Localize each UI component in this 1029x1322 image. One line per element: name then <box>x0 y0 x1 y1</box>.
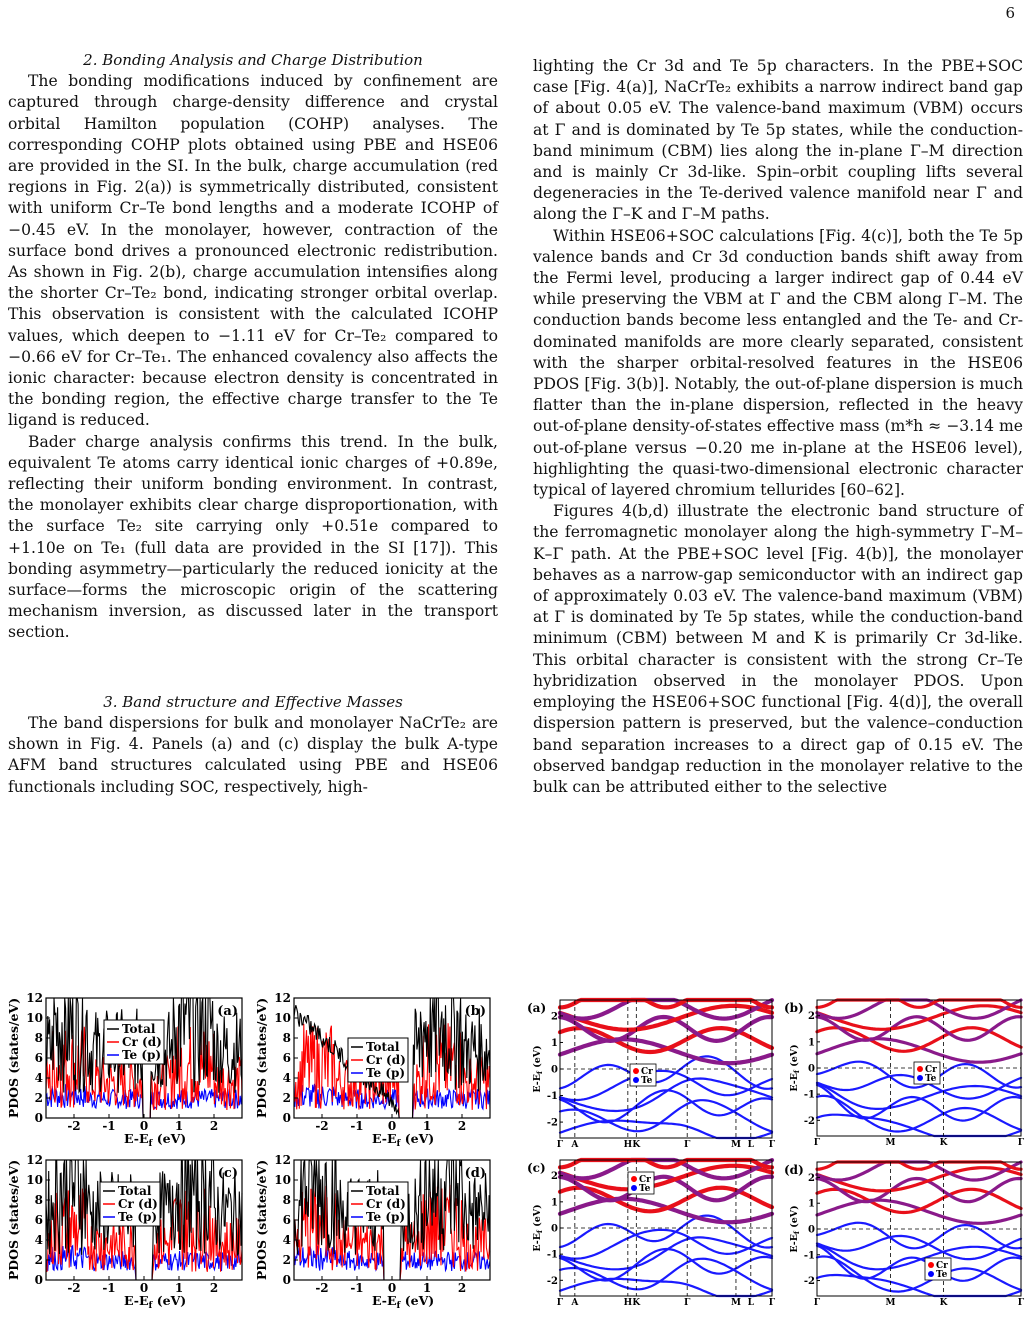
y-tick-label: 4 <box>34 1071 43 1085</box>
x-tick-label: -2 <box>67 1281 81 1295</box>
y-tick-label: 4 <box>34 1233 43 1247</box>
x-axis-label-sub: f <box>396 1301 401 1311</box>
pdos-panel-b <box>254 991 490 1149</box>
x-axis-label-unit: (eV) <box>152 1293 187 1308</box>
band-line <box>817 1039 1021 1063</box>
right-paragraph-0: lighting the Cr 3d and Te 5p characters. In the PBE+SOC case [Fig. 4(a)], NaCrTe₂ exhibits a narrow indirect band gap of about 0.05 eV. The valence-band maximum (VBM) occurs at Γ and is dominated by Te 5p states, while the conduction-band minimum (CBM) lies along the in-plane Γ–M direction and is mainly Cr 3d-like. Spin–orbit coupling lifts several degeneracies in the Te-derived valence manifold near Γ and along the Γ–K and Γ–M paths. <box>533 57 1023 224</box>
legend-label-cr: Cr (d) <box>366 1197 406 1211</box>
y-tick-label: 0 <box>282 1273 291 1287</box>
legend-label-te: Te (p) <box>366 1210 406 1224</box>
y-tick-label: 6 <box>34 1213 43 1227</box>
kpoint-label: L <box>747 1298 754 1308</box>
x-axis-label-unit: (eV) <box>400 1293 435 1308</box>
legend-label-total: Total <box>122 1022 156 1036</box>
x-axis-label: $E-E_f$ (eV) <box>124 1131 187 1149</box>
y-axis-label-sub: f <box>792 1070 801 1074</box>
legend-label-cr: Cr <box>641 1067 653 1077</box>
y-axis-label: $E-E_f$ (eV) <box>532 1045 544 1093</box>
right-column <box>533 56 1023 798</box>
legend-label-total: Total <box>366 1040 400 1054</box>
kpoint-label: K <box>939 1138 948 1148</box>
kpoint-label: L <box>747 1140 754 1150</box>
section-2-paragraph-2: Bader charge analysis confirms this trend. In the bulk, equivalent Te atoms carry identical ionic charges of +0.89e, reflecting their uniform bonding environment. In contrast, the monolayer exhibits clear charge disproportionation, with the surface Te₂ site carrying only +0.51e compared to +1.10e on Te₁ (full data are provided in the SI [17]). This bonding asymmetry—particularly the reduced ionicity at the surface—forms the microscopic origin of the scattering mechanism inversion, as discussed later in the transport section. <box>8 432 498 642</box>
kpoint-label: Γ <box>1017 1138 1025 1148</box>
x-axis-label-sub: f <box>396 1139 401 1149</box>
y-tick-label: 0 <box>551 1064 558 1076</box>
kpoint-label: A <box>571 1298 579 1308</box>
y-tick-label: 0 <box>808 1063 815 1075</box>
kpoint-label: Γ <box>1017 1298 1025 1308</box>
y-tick-label: 0 <box>34 1273 43 1287</box>
band-structure-figure <box>525 990 1029 1320</box>
kpoint-label: Γ <box>556 1140 564 1150</box>
legend-label-cr: Cr (d) <box>366 1053 406 1067</box>
y-axis-label: $E-E_f$ (eV) <box>789 1044 801 1092</box>
y-axis-label: PDOS (states/eV) <box>6 1159 21 1281</box>
x-tick-label: 0 <box>387 1119 397 1133</box>
x-tick-label: -2 <box>315 1119 329 1133</box>
x-tick-label: 1 <box>174 1119 184 1133</box>
band-line <box>560 1100 772 1131</box>
pdos-panel-a <box>6 991 242 1149</box>
legend-marker-te <box>917 1075 923 1081</box>
y-tick-label: -1 <box>803 1089 815 1101</box>
y-axis-label: $E-E_f$ (eV) <box>532 1204 544 1252</box>
pdos-panel-d <box>254 1153 490 1311</box>
x-axis-label: $E-E_f$ (eV) <box>124 1293 187 1311</box>
section-3-heading: 3. Band structure and Effective Masses <box>103 692 403 711</box>
kpoint-label: Γ <box>684 1298 691 1308</box>
y-tick-label: 2 <box>808 1172 815 1184</box>
y-tick-label: 8 <box>282 1031 291 1045</box>
kpoint-label: K <box>939 1298 948 1308</box>
x-tick-label: -1 <box>102 1119 116 1133</box>
y-tick-label: 2 <box>34 1091 43 1105</box>
y-tick-label: 2 <box>34 1253 43 1267</box>
kpoint-label: K <box>632 1298 641 1308</box>
legend-label-te: Te <box>639 1184 651 1194</box>
band-line <box>560 1279 772 1296</box>
y-tick-label: -1 <box>803 1250 815 1262</box>
y-tick-label: 0 <box>551 1223 558 1235</box>
y-axis-label: $E-E_f$ (eV) <box>789 1205 801 1253</box>
panel-label: (a) <box>217 1004 238 1019</box>
x-tick-label: 2 <box>209 1281 219 1295</box>
y-tick-label: 12 <box>274 991 291 1005</box>
section-2-paragraph-1: The bonding modifications induced by confinement are captured through charge-density difference and crystal orbital Hamilton population (COHP) analyses. The corresponding COHP plots obtained using PBE and HSE06 are provided in the SI. In the bulk, charge accumulation (red regions in Fig. 2(a)) is symmetrically distributed, consistent with uniform Cr–Te bond lengths and a moderate ICOHP of −0.45 eV. In the monolayer, however, contraction of the surface bond drives a pronounced electronic redistribution. As shown in Fig. 2(b), charge accumulation intensifies along the shorter Cr–Te₂ bond, indicating stronger orbital overlap. This observation is consistent with the calculated ICOHP values, which deepen to −1.11 eV for Cr–Te₂ compared to −0.66 eV for Cr–Te₁. The enhanced covalency also affects the ionic character: because electron density is concentrated in the bonding region, the effective charge transfer to the Te ligand is reduced. <box>8 72 498 430</box>
page-number: 6 <box>1005 4 1015 22</box>
panel-label: (c) <box>527 1161 546 1175</box>
pdos-figure <box>0 990 505 1320</box>
band-line <box>560 1121 772 1138</box>
y-tick-label: 2 <box>551 1011 558 1023</box>
y-axis-label-unit: (eV) <box>789 1205 800 1232</box>
kpoint-label: M <box>885 1298 896 1308</box>
band-panel-b <box>784 1000 1025 1148</box>
y-tick-label: 6 <box>282 1213 291 1227</box>
section-2-heading: 2. Bonding Analysis and Charge Distribution <box>83 51 423 69</box>
kpoint-label: Γ <box>556 1298 564 1308</box>
y-tick-label: -2 <box>803 1115 815 1127</box>
x-axis-label-sub: f <box>148 1139 153 1149</box>
legend-label-te: Te <box>925 1074 937 1084</box>
y-tick-label: -2 <box>546 1117 558 1129</box>
x-tick-label: -2 <box>315 1281 329 1295</box>
y-tick-label: 0 <box>282 1111 291 1125</box>
x-tick-label: 2 <box>457 1119 467 1133</box>
y-tick-label: 0 <box>808 1224 815 1236</box>
x-tick-label: 2 <box>209 1119 219 1133</box>
panel-label: (d) <box>464 1166 486 1181</box>
y-tick-label: -2 <box>803 1276 815 1288</box>
y-axis-label-unit: (eV) <box>789 1044 800 1071</box>
y-tick-label: 10 <box>274 1173 291 1187</box>
y-tick-label: 4 <box>282 1233 291 1247</box>
y-tick-label: 4 <box>282 1071 291 1085</box>
y-tick-label: 12 <box>26 991 43 1005</box>
y-tick-label: 0 <box>34 1111 43 1125</box>
y-tick-label: 10 <box>26 1011 43 1025</box>
x-tick-label: 1 <box>174 1281 184 1295</box>
y-tick-label: 2 <box>282 1091 291 1105</box>
right-paragraph-1: Within HSE06+SOC calculations [Fig. 4(c)], both the Te 5p valence bands and Cr 3d conduction bands shift away from the Fermi level, producing a larger indirect gap of 0.44 eV while preserving the VBM at Γ and the CBM along Γ–M. The conduction bands become less entangled and the Te- and Cr-dominated manifolds are more clearly separated, consistent with the sharper orbital-resolved features in the HSE06 PDOS [Fig. 3(b)]. Notably, the out-of-plane dispersion is much flatter than the in-plane dispersion, reflected in the heavy out-of-plane density-of-states effective mass (m*h ≈ −3.14 me out-of-plane versus −0.20 me in-plane at the HSE06 level), highlighting the quasi-two-dimensional electronic character typical of layered chromium tellurides [60–62]. <box>533 226 1023 500</box>
legend-label-cr: Cr (d) <box>118 1197 158 1211</box>
band-panel-c <box>527 1160 776 1308</box>
pdos-panel-c <box>6 1153 242 1311</box>
legend-label-te: Te (p) <box>122 1048 162 1062</box>
legend-label-total: Total <box>118 1184 152 1198</box>
x-axis-label-unit: (eV) <box>400 1131 435 1146</box>
x-tick-label: -1 <box>350 1281 364 1295</box>
y-tick-label: 1 <box>808 1198 815 1210</box>
y-tick-label: 12 <box>26 1153 43 1167</box>
y-tick-label: 6 <box>282 1051 291 1065</box>
legend-marker-te <box>928 1271 934 1277</box>
x-tick-label: 2 <box>457 1281 467 1295</box>
kpoint-label: M <box>730 1298 741 1308</box>
y-tick-label: 12 <box>274 1153 291 1167</box>
y-axis-label: PDOS (states/eV) <box>254 997 269 1119</box>
right-paragraph-2: Figures 4(b,d) illustrate the electronic band structure of the ferromagnetic monolayer along the high-symmetry Γ–M–K–Γ path. At the PBE+SOC level [Fig. 4(b)], the monolayer behaves as a narrow-gap semiconductor with an indirect gap of approximately 0.03 eV. The valence-band maximum (VBM) at Γ is dominated by Te 5p states, while the conduction-band minimum (CBM) between M and K is primarily Cr 3d-like. This orbital character is consistent with the strong Cr–Te hybridization observed in the monolayer PDOS. Upon employing the HSE06+SOC functional [Fig. 4(d)], the overall dispersion pattern is preserved, but the valence–conduction band separation increases to a direct gap of 0.15 eV. The observed bandgap reduction in the monolayer relative to the bulk can be attributed either to the selective <box>533 502 1023 796</box>
y-tick-label: 6 <box>34 1051 43 1065</box>
legend-label-te: Te (p) <box>118 1210 158 1224</box>
band-panel-d <box>784 1162 1025 1308</box>
y-tick-label: 1 <box>551 1037 558 1049</box>
kpoint-label: A <box>571 1140 579 1150</box>
y-axis-label-unit: (eV) <box>532 1045 543 1072</box>
legend-marker-te <box>633 1077 639 1083</box>
kpoint-label: M <box>730 1140 741 1150</box>
kpoint-label: Γ <box>768 1140 776 1150</box>
band-line <box>817 1200 1021 1223</box>
x-tick-label: 1 <box>422 1281 432 1295</box>
y-tick-label: 2 <box>808 1011 815 1023</box>
band-panel-a <box>527 1000 776 1150</box>
legend-label-cr: Cr <box>936 1261 948 1271</box>
y-tick-label: 8 <box>282 1193 291 1207</box>
y-axis-label-sub: f <box>535 1071 544 1075</box>
y-tick-label: 10 <box>26 1173 43 1187</box>
kpoint-label: M <box>885 1138 896 1148</box>
x-tick-label: 0 <box>139 1119 149 1133</box>
x-tick-label: -1 <box>350 1119 364 1133</box>
legend-marker-te <box>631 1185 637 1191</box>
y-axis-label-unit: (eV) <box>532 1204 543 1231</box>
x-tick-label: 0 <box>387 1281 397 1295</box>
y-tick-label: 2 <box>282 1253 291 1267</box>
y-tick-label: 8 <box>34 1193 43 1207</box>
legend-marker-cr <box>917 1066 923 1072</box>
y-tick-label: 1 <box>808 1037 815 1049</box>
kpoint-label: Γ <box>684 1140 691 1150</box>
x-axis-label: $E-E_f$ (eV) <box>372 1131 435 1149</box>
y-axis-label: PDOS (states/eV) <box>254 1159 269 1281</box>
y-axis-label-sub: f <box>792 1231 801 1235</box>
y-axis-label: PDOS (states/eV) <box>6 997 21 1119</box>
legend-label-te: Te (p) <box>366 1066 406 1080</box>
legend-label-cr: Cr <box>639 1175 651 1185</box>
legend-label-te: Te <box>641 1076 653 1086</box>
y-tick-label: 1 <box>551 1197 558 1209</box>
band-line <box>560 1079 772 1112</box>
kpoint-label: Γ <box>813 1138 821 1148</box>
x-tick-label: -1 <box>102 1281 116 1295</box>
y-tick-label: -1 <box>546 1249 558 1261</box>
x-tick-label: 0 <box>139 1281 149 1295</box>
band-line <box>817 1223 1021 1249</box>
panel-label: (c) <box>217 1166 238 1181</box>
y-tick-label: -1 <box>546 1091 558 1103</box>
legend-label-cr: Cr <box>925 1065 937 1075</box>
y-tick-label: -2 <box>546 1275 558 1287</box>
y-axis-label-sub: f <box>535 1230 544 1234</box>
x-axis-label-unit: (eV) <box>152 1131 187 1146</box>
kpoint-label: Γ <box>813 1298 821 1308</box>
legend-label-cr: Cr (d) <box>122 1035 162 1049</box>
x-axis-label: $E-E_f$ (eV) <box>372 1293 435 1311</box>
panel-label: (b) <box>464 1004 486 1019</box>
kpoint-label: H <box>623 1298 633 1308</box>
kpoint-label: H <box>623 1140 633 1150</box>
panel-label: (a) <box>527 1001 547 1015</box>
pdos-curve-te <box>294 1084 490 1118</box>
x-tick-label: -2 <box>67 1119 81 1133</box>
legend-marker-cr <box>928 1262 934 1268</box>
legend-label-te: Te <box>936 1270 948 1280</box>
y-tick-label: 8 <box>34 1031 43 1045</box>
legend-marker-cr <box>633 1068 639 1074</box>
band-line <box>560 1237 772 1269</box>
legend-marker-cr <box>631 1176 637 1182</box>
left-column <box>8 50 498 798</box>
section-3-paragraph-1: The band dispersions for bulk and monolayer NaCrTe₂ are shown in Fig. 4. Panels (a) and (c) display the bulk A-type AFM band structures calculated using PBE and HSE06 functionals including SOC, respectively, high- <box>8 713 498 796</box>
panel-label: (d) <box>784 1163 804 1177</box>
kpoint-label: Γ <box>768 1298 776 1308</box>
x-axis-label-sub: f <box>148 1301 153 1311</box>
y-tick-label: 2 <box>551 1171 558 1183</box>
band-line <box>560 1259 772 1290</box>
kpoint-label: K <box>632 1140 641 1150</box>
legend-label-total: Total <box>366 1184 400 1198</box>
y-tick-label: 10 <box>274 1011 291 1025</box>
panel-label: (b) <box>784 1001 804 1015</box>
x-tick-label: 1 <box>422 1119 432 1133</box>
